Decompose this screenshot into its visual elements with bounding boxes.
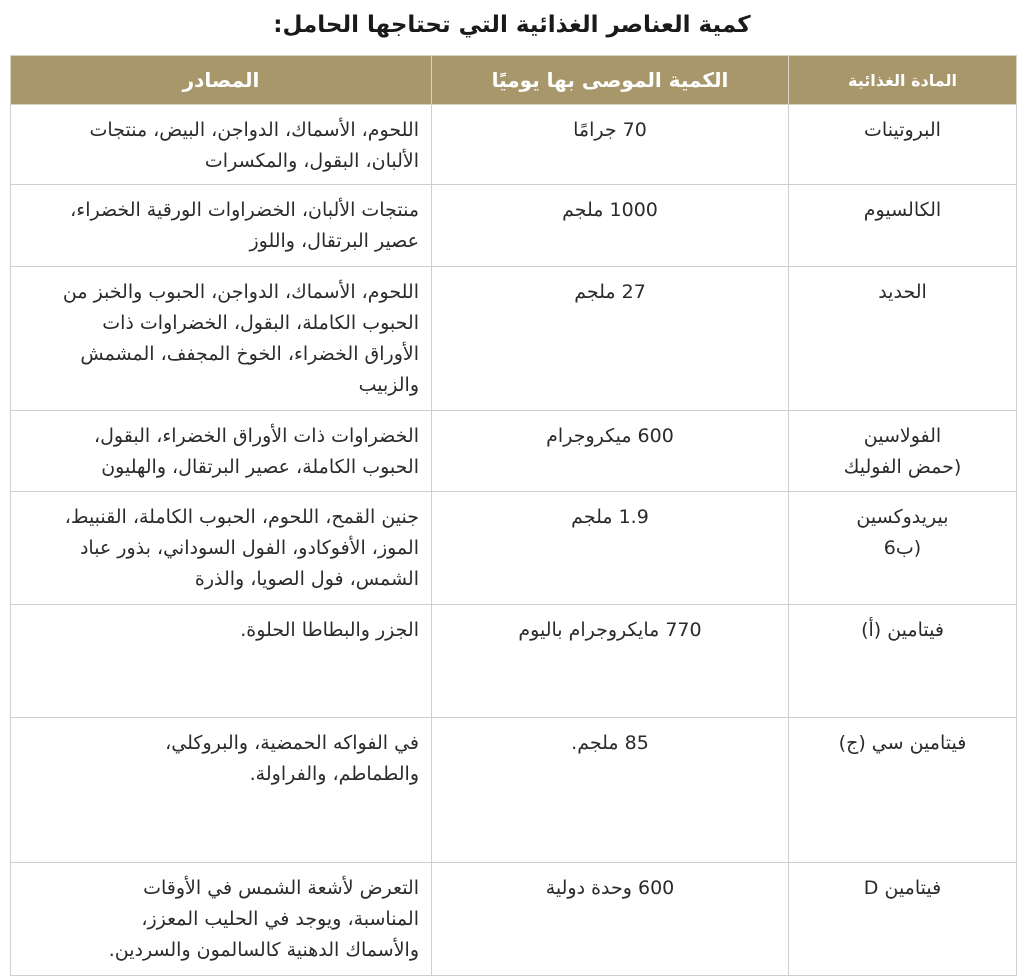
nutrient-name: البروتينات xyxy=(864,119,941,141)
nutrient-name-cell xyxy=(789,267,1017,411)
sources-cell xyxy=(11,185,432,267)
table-row xyxy=(11,492,1017,605)
header-daily-amount: الكمية الموصى بها يوميًا xyxy=(432,56,789,105)
page-title: كمية العناصر الغذائية التي تحتاجها الحامل: xyxy=(273,12,751,38)
sources-line: والطماطم، والفراولة. xyxy=(249,763,419,785)
amount-cell: 27 ملجم xyxy=(432,267,789,411)
sources-line: في الفواكه الحمضية، والبروكلي، xyxy=(165,732,419,754)
nutrient-name: فيتامين سي (ج) xyxy=(838,732,967,754)
sources-line: اللحوم، الأسماك، الدواجن، الحبوب والخبز من xyxy=(62,281,419,303)
sources-cell xyxy=(11,492,432,605)
sources-line: الألبان، البقول، والمكسرات xyxy=(204,150,419,172)
sources-cell xyxy=(11,411,432,492)
sources-cell xyxy=(11,105,432,185)
amount-cell: 770 مايكروجرام باليوم xyxy=(432,605,789,718)
nutrients-table xyxy=(10,55,1017,976)
sources-line: والأسماك الدهنية كالسالمون والسردين. xyxy=(108,939,419,961)
nutrient-name: فيتامين (أ) xyxy=(861,619,944,641)
sources-line: الأوراق الخضراء، الخوخ المجفف، المشمش xyxy=(80,343,419,365)
table-row xyxy=(11,105,1017,185)
nutrient-name: الكالسيوم xyxy=(863,199,942,221)
table-row xyxy=(11,718,1017,863)
table-row xyxy=(11,267,1017,411)
nutrient-name: بيريدوكسين xyxy=(856,506,949,528)
sources-line: الخضراوات ذات الأوراق الخضراء، البقول، xyxy=(94,425,419,447)
nutrient-name-cell xyxy=(789,411,1017,492)
sources-line: عصير البرتقال، واللوز xyxy=(249,230,419,252)
nutrient-name: الفولاسين xyxy=(863,425,942,447)
sources-line: الجزر والبطاطا الحلوة. xyxy=(240,619,419,641)
header-sources: المصادر xyxy=(11,56,432,105)
nutrient-name: الحديد xyxy=(878,281,927,303)
nutrient-name-cell xyxy=(789,718,1017,863)
sources-cell xyxy=(11,605,432,718)
table-row xyxy=(11,185,1017,267)
amount-cell: 70 جرامًا xyxy=(432,105,789,185)
amount-cell: 600 وحدة دولية xyxy=(432,863,789,976)
sources-line: الموز، الأفوكادو، الفول السوداني، بذور عباد xyxy=(79,537,419,559)
nutrient-name-cell xyxy=(789,492,1017,605)
amount-cell: 1000 ملجم xyxy=(432,185,789,267)
nutrient-name-cell xyxy=(789,105,1017,185)
sources-line: التعرض لأشعة الشمس في الأوقات xyxy=(143,877,419,899)
sources-line: جنين القمح، اللحوم، الحبوب الكاملة، القنبيط، xyxy=(64,506,419,528)
amount-cell: 600 ميكروجرام xyxy=(432,411,789,492)
amount-cell: 1.9 ملجم xyxy=(432,492,789,605)
sources-cell xyxy=(11,863,432,976)
table-row xyxy=(11,863,1017,976)
sources-line: الشمس، فول الصويا، والذرة xyxy=(194,568,419,590)
sources-line: الحبوب الكاملة، البقول، الخضراوات ذات xyxy=(102,312,419,334)
table-row xyxy=(11,411,1017,492)
nutrient-name: فيتامين D xyxy=(863,877,942,899)
sources-cell xyxy=(11,267,432,411)
sources-line: المناسبة، ويوجد في الحليب المعزز، xyxy=(141,908,419,930)
sources-line: منتجات الألبان، الخضراوات الورقية الخضراء، xyxy=(70,199,419,221)
amount-cell: 85 ملجم. xyxy=(432,718,789,863)
table-row xyxy=(11,605,1017,718)
table-header-row xyxy=(11,56,1017,105)
nutrient-name-note: (ب6 xyxy=(883,537,922,559)
sources-line: اللحوم، الأسماك، الدواجن، البيض، منتجات xyxy=(89,119,419,141)
nutrient-name-note: (حمض الفوليك xyxy=(843,456,962,478)
sources-line: والزبيب xyxy=(358,374,419,396)
nutrient-name-cell xyxy=(789,863,1017,976)
sources-cell xyxy=(11,718,432,863)
nutrient-name-cell xyxy=(789,185,1017,267)
nutrient-name-cell xyxy=(789,605,1017,718)
sources-line: الحبوب الكاملة، عصير البرتقال، والهليون xyxy=(101,456,419,478)
header-nutrient: المادة الغذائية xyxy=(789,56,1017,105)
